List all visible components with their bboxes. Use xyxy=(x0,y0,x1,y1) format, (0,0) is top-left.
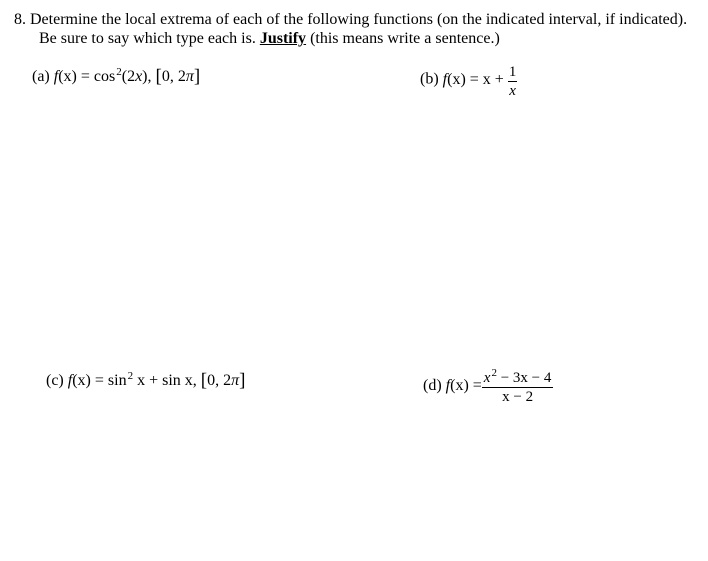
part-a-exponent: 2 xyxy=(116,66,122,78)
part-c xyxy=(46,366,245,391)
part-b xyxy=(420,62,517,98)
part-d-f: f xyxy=(445,377,451,395)
part-d-denominator: x − 2 xyxy=(502,389,534,405)
part-a-interval-open: [ xyxy=(155,66,162,87)
part-a-pi: π xyxy=(185,68,194,85)
part-b-numerator: 1 xyxy=(508,64,517,80)
part-d-label: (d) xyxy=(423,377,442,395)
part-b-function xyxy=(442,64,518,99)
part-a-argvar: x xyxy=(135,68,143,85)
part-a-lhs: (x) = cos xyxy=(58,68,116,85)
part-c-rest2: x, xyxy=(184,372,197,389)
part-d-num-exponent: 2 xyxy=(491,367,497,379)
part-b-f: f xyxy=(442,70,448,88)
part-a xyxy=(32,62,200,87)
part-c-label: (c) xyxy=(46,372,64,389)
part-c-interval-inner: 0, 2 xyxy=(207,372,232,389)
justify-emphasis: Justify xyxy=(259,30,307,47)
part-a-function xyxy=(54,68,200,85)
part-b-denominator: x xyxy=(509,83,516,99)
part-c-interval-close: ] xyxy=(239,370,246,391)
part-a-arg: (2 xyxy=(121,68,136,85)
part-d-numerator xyxy=(482,365,554,388)
part-d-num-rest: − 3x − 4 xyxy=(500,370,552,386)
part-c-exponent: 2 xyxy=(127,370,134,382)
part-b-fraction xyxy=(508,64,518,100)
part-b-label: (b) xyxy=(420,70,439,88)
question-line-2 xyxy=(39,30,500,48)
part-d-lhs: (x) = xyxy=(450,377,482,395)
part-c-interval-open: [ xyxy=(200,370,208,391)
part-c-function xyxy=(68,372,246,389)
question-instruction: Be sure to say which type each is. xyxy=(39,30,256,47)
part-a-interval-close: ] xyxy=(193,66,201,87)
question-note: (this means write a sentence.) xyxy=(310,30,500,47)
part-c-pi: π xyxy=(231,372,240,389)
part-a-argclose: ), xyxy=(142,68,152,85)
part-a-label: (a) xyxy=(32,68,50,85)
part-a-interval-inner: 0, 2 xyxy=(161,68,186,85)
part-d xyxy=(423,366,553,407)
part-c-lhs: (x) = sin xyxy=(72,372,127,389)
part-d-num-var: x xyxy=(483,370,491,386)
part-b-lhs: (x) = x + xyxy=(447,70,504,88)
part-a-f: f xyxy=(53,68,59,85)
part-d-function xyxy=(445,367,554,405)
part-c-rest1: x + sin xyxy=(137,372,181,389)
part-d-fraction xyxy=(482,365,554,406)
question-line-1: 8. Determine the local extrema of each of the following functions (on the indicated interval, if indicated). xyxy=(14,11,688,28)
part-c-f: f xyxy=(67,372,73,389)
